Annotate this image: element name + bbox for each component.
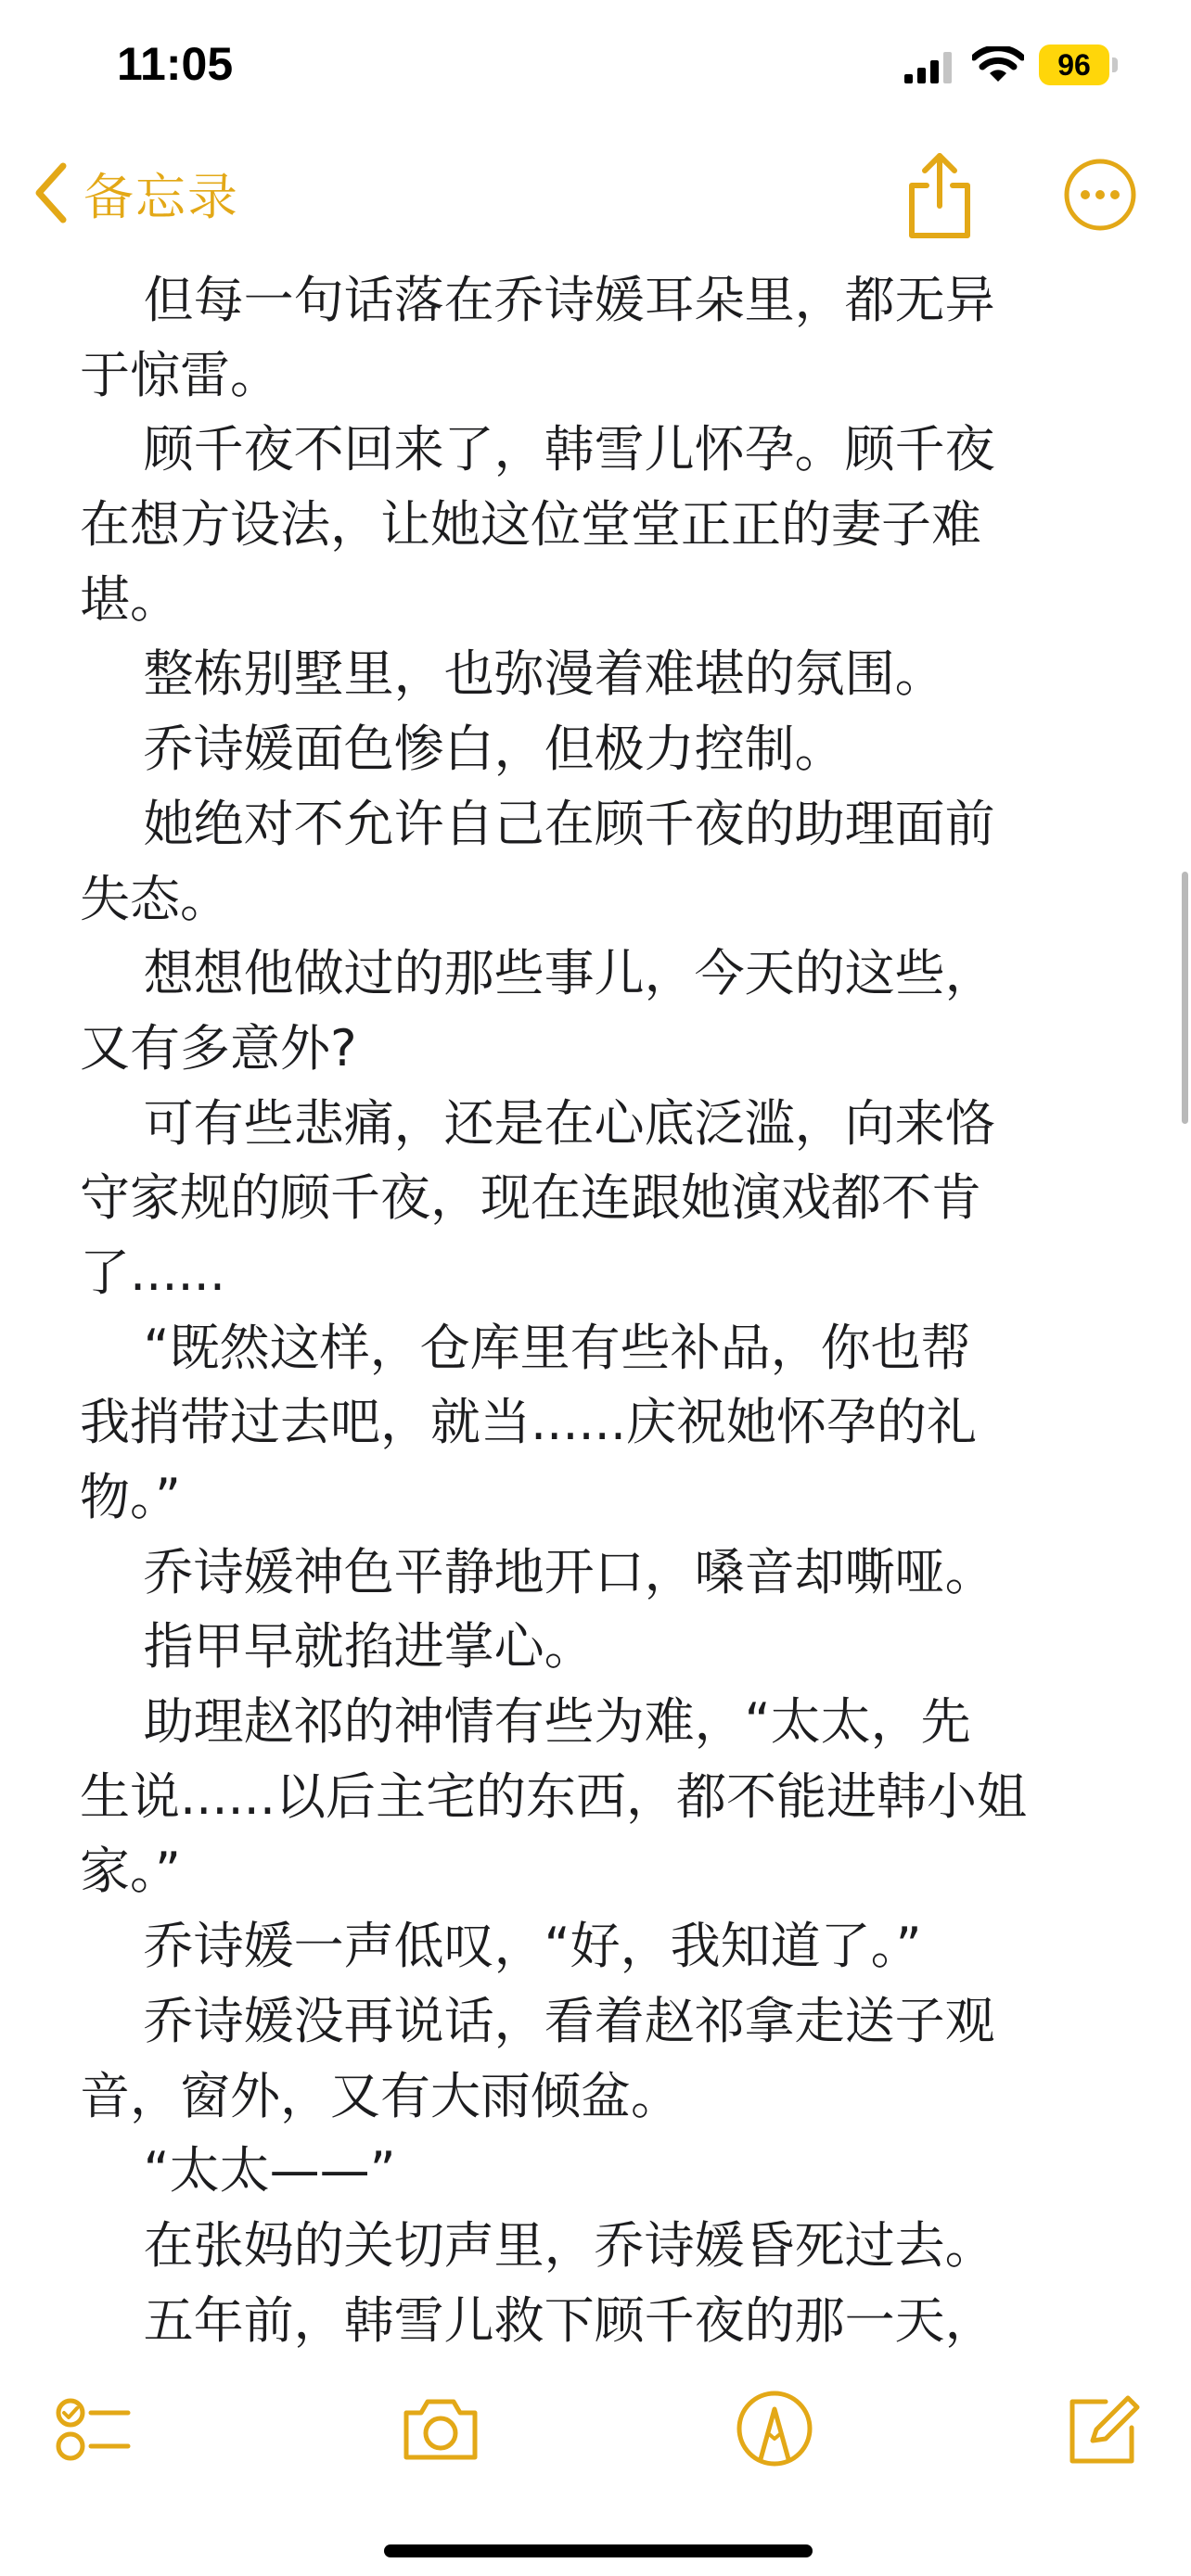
scroll-indicator[interactable] [1182,872,1188,1124]
note-text-line: 整栋别墅里，也弥漫着难堪的氛围。 [80,644,945,704]
wifi-icon [972,46,1024,83]
battery-icon [1039,45,1119,85]
note-text-line: 物。” [80,1468,181,1526]
note-text-line: “太太——” [80,2141,396,2200]
note-text-line: 但每一句话落在乔诗媛耳朵里，都无异 [80,271,995,329]
note-text-line: 失态。 [80,869,230,928]
status-bar [0,0,1191,139]
note-text-line: 在张妈的关切声里，乔诗媛昏死过去。 [80,2215,995,2275]
battery-level: 96 [1057,48,1091,82]
note-text-line: 堪。 [80,569,180,629]
note-text-line: 顾千夜不回来了，韩雪儿怀孕。顾千夜 [80,420,995,479]
nav-bar [0,139,1191,250]
note-text-line: 乔诗媛没再说话，看着赵祁拿走送子观 [80,1991,995,2050]
note-text-line: 助理赵祁的神情有些为难，“太太，先 [80,1692,971,1752]
note-text-line: 音，窗外，又有大雨倾盆。 [80,2066,681,2125]
back-button[interactable] [33,156,239,230]
note-text-line: 于惊雷。 [80,345,280,404]
note-text-line: 我捎带过去吧，就当......庆祝她怀孕的礼 [80,1393,977,1452]
note-text-line: 可有些悲痛，还是在心底泛滥，向来恪 [80,1093,995,1153]
note-text-line: 守家规的顾千夜，现在连跟她演戏都不肯 [80,1168,981,1228]
more-options-icon[interactable] [1063,158,1137,232]
note-body[interactable] [80,263,1119,2358]
bottom-toolbar [0,2374,1191,2485]
note-text-line: “既然这样，仓库里有些补品，你也帮 [80,1318,971,1377]
cellular-signal-icon [904,52,953,83]
note-text-line: 她绝对不允许自己在顾千夜的助理面前 [80,794,995,853]
markup-pen-icon[interactable] [733,2387,816,2470]
checklist-icon[interactable] [50,2387,134,2470]
share-icon[interactable] [904,148,975,241]
note-text-line: 在想方设法，让她这位堂堂正正的妻子难 [80,495,981,555]
note-text-line: 生说......以后主宅的东西，都不能进韩小姐 [80,1766,1027,1826]
back-label: 备忘录 [83,167,239,226]
note-text-line: 乔诗媛面色惨白，但极力控制。 [80,720,845,779]
compose-icon[interactable] [1061,2387,1145,2470]
camera-icon[interactable] [399,2387,482,2470]
chevron-left-icon [33,160,70,225]
note-text-line: 乔诗媛一声低叹，“好，我知道了。” [80,1917,922,1976]
note-text-line: 想想他做过的那些事儿，今天的这些， [80,944,995,1003]
status-time: 11:05 [117,38,234,90]
note-text-line: 了...... [80,1243,225,1302]
note-text-line: 乔诗媛神色平静地开口，嗓音却嘶哑。 [80,1542,995,1601]
note-text-line: 家。” [80,1842,181,1901]
note-text-line: 又有多意外? [80,1018,357,1078]
note-text-line: 五年前，韩雪儿救下顾千夜的那一天， [80,2290,995,2350]
note-text-line: 指甲早就掐进掌心。 [80,1617,595,1677]
home-indicator[interactable] [384,2544,813,2557]
